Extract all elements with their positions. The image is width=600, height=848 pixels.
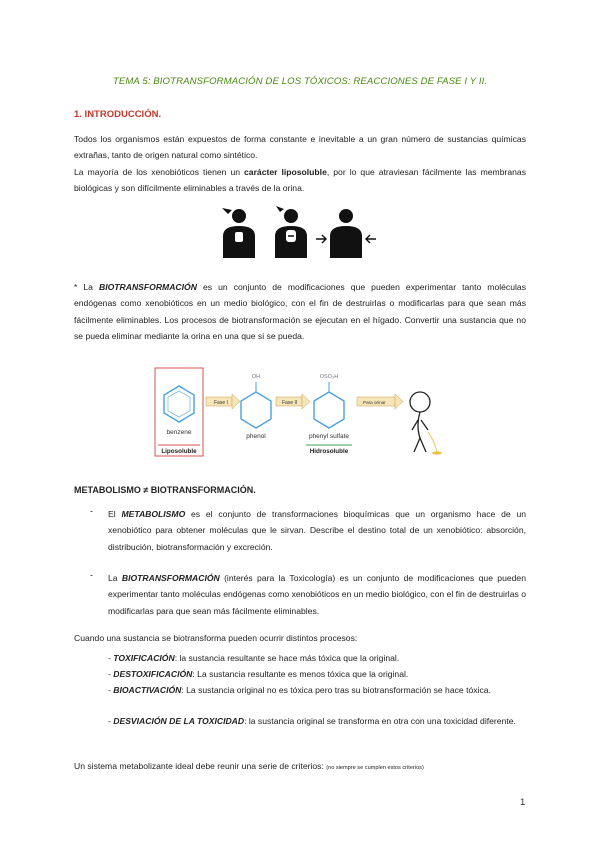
phenol-label: phenol [246, 433, 266, 440]
person-icon [275, 206, 307, 258]
bullet-dash: - [90, 506, 93, 516]
phenyl-sulfate-label: phenyl sulfate [308, 433, 350, 440]
fase1-label: Fase I [214, 400, 228, 406]
fase2-label: Fase II [282, 400, 298, 406]
para-orina-label: Para orinar [363, 400, 386, 405]
bullet-metabolismo: El METABOLISMO es el conjunto de transformaciones bioquímicas que un organismo hace de un xenobiótico para obtener moléculas que le sirvan. Describe el destino total de un xenobiótico: absorción, distribución, biotransformación y excreción. [108, 509, 527, 552]
liposoluble-label: Liposoluble [161, 448, 197, 455]
person-icon [330, 209, 362, 258]
proceso-bioactivacion: - BIOACTIVACIÓN: La sustancia original no es tóxica pero tras su biotransformación se hace tóxica. [108, 685, 491, 695]
person-icon [222, 208, 255, 258]
phenol-ring [241, 392, 271, 428]
page-number: 1 [520, 797, 526, 808]
procesos-intro: Cuando una sustancia se biotransforma pueden ocurrir distintos procesos: [74, 633, 358, 643]
proceso-destoxificacion: - DESTOXIFICACIÓN: La sustancia resultante es menos tóxica que la original. [108, 669, 409, 679]
proceso-toxificacion: - TOXIFICACIÓN: la sustancia resultante se hace más tóxica que la original. [108, 653, 400, 663]
stick-figure-icon [410, 392, 430, 452]
section-heading-introduccion: 1. INTRODUCCIÓN. [74, 109, 162, 120]
paragraph-biotransformacion: * La BIOTRANSFORMACIÓN es un conjunto de modificaciones que pueden experimentar tanto moléculas endógenas como xenobióticos en un medio biológico, con el fin de destruirlas o modificarlas para que sean más fácilmente eliminables. Los procesos de biotransformación se ejecutan en el hígado. Convertir una sustancia que no se pueda eliminar mediante la orina en una que si se pueda. [74, 282, 526, 341]
metabolismo-heading: METABOLISMO ≠ BIOTRANSFORMACIÓN. [74, 485, 256, 495]
bullet-dash: - [90, 570, 93, 580]
oh-label: OH [251, 374, 261, 380]
arrow-right-icon [316, 235, 326, 243]
so3h-label: OSO₃H [319, 374, 339, 380]
paragraph-intro: Todos los organismos están expuestos de forma constante e inevitable a un gran número de sustancias químicas extrañas, tanto de origen natural como sintético. [74, 134, 526, 161]
document-title: TEMA 5: BIOTRANSFORMACIÓN DE LOS TÓXICOS: REACCIONES DE FASE I Y II. [112, 76, 488, 87]
proceso-desviacion: - DESVIACIÓN DE LA TOXICIDAD: la sustancia original se transforma en otra con una toxicidad diferente. [108, 716, 516, 726]
paragraph-criterios: Un sistema metabolizante ideal debe reunir una serie de criterios: (no siempre se cumplen estos criterios) [74, 761, 424, 771]
hidrosoluble-label: Hidrosoluble [309, 448, 349, 455]
phenyl-sulfate-ring [314, 392, 344, 428]
biotransformation-diagram [154, 366, 444, 460]
liposoluble-box [155, 368, 203, 456]
paragraph-liposoluble: La mayoría de los xenobióticos tienen un carácter liposoluble, por lo que atraviesan fácilmente las membranas biológicas y son difícilmente eliminables a través de la orina. [74, 167, 526, 194]
people-illustration [218, 206, 378, 260]
bullet-biotransformacion: La BIOTRANSFORMACIÓN (interés para la Toxicología) es un conjunto de modificaciones que pueden experimentar tanto moléculas endógenas como xenobióticos en un medio biológico, con el fin de destruirlas o modificarlas para que sean más fácilmente eliminables. [108, 573, 526, 616]
benzene-label: benzene [166, 429, 192, 436]
arrow-left-icon [366, 235, 376, 243]
